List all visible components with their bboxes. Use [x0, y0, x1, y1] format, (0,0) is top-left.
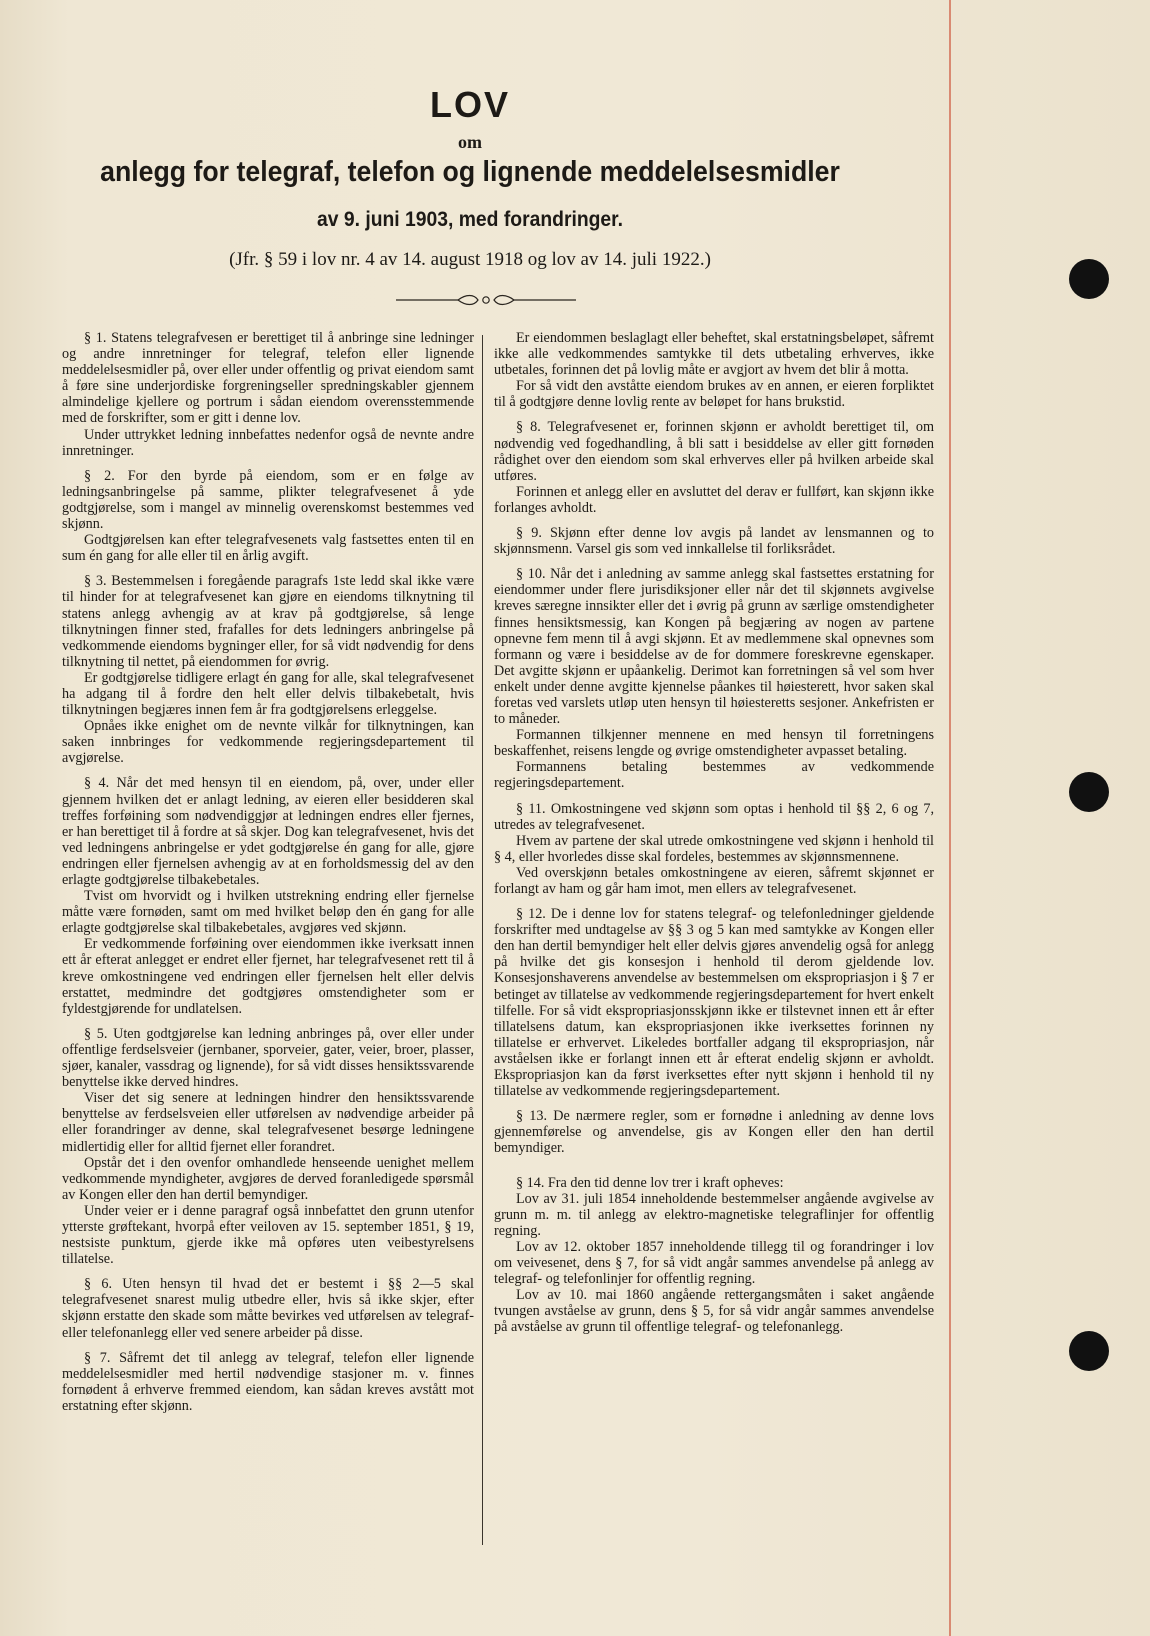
column-divider	[482, 335, 483, 1545]
paragraph: Under uttrykket ledning innbefattes nedenfor også de nevnte andre innretninger.	[62, 426, 474, 459]
paragraph: Lov av 12. oktober 1857 inneholdende tillegg til og forandringer i lov om veivesenet, dens § 7, for så vidt angår sammes anvendelse på anlegg av telegraf- og telefonlinjer for offentlig regning.	[494, 1238, 934, 1288]
section-paragraph: § 10. Når det i anledning av samme anlegg skal fastsettes erstatning for eiendommer under flere jurisdiksjoner eller når det til skjønnets avgivelse kreves særegne innsikter eller det i øvrig på grunn av særlige omstendigheter finnes hensiktsmessig, kan Kongen på begjæring av nogen av partene opnevne fem menn til å avgi skjønn. Et av medlemmene skal opnevnes som formann og være i besiddelse av de for dommere foreskrevne egenskaper. Det avgitte skjønn er upåankelig. Derimot kan forretningen så vel som hver enkelt under denne avgitte kjennelse påankes til høiesterett, hvor saken skal foretas ved varslets utløp uten hensyn til høiesteretts sesjoner. Ankefristen er to måneder.	[494, 566, 934, 728]
paragraph: Godtgjørelsen kan efter telegrafvesenets valg fastsettes enten til en sum én gang for alle eller til en årlig avgift.	[62, 532, 474, 565]
punch-hole	[1069, 1331, 1109, 1371]
punch-hole	[1069, 772, 1109, 812]
paragraph: Ved overskjønn betales omkostningene av eieren, såfremt skjønnet er forlangt av ham og går ham imot, men ellers av telegrafvesenet.	[494, 864, 934, 897]
section-paragraph: § 13. De nærmere regler, som er fornødne i anledning av denne lovs gjennemførelse og anvendelse, gis av Kongen eller den han dertil bemyndiger.	[494, 1108, 934, 1157]
section-paragraph: § 7. Såfremt det til anlegg av telegraf, telefon eller lignende meddelelsesmidler med hertil nødvendige stasjoner m. v. finnes fornødent å erhverve fremmed eiendom, kan sådan kreves avstått mot erstatning efter skjønn.	[62, 1349, 474, 1414]
title-main: anlegg for telegraf, telefon og lignende meddelelsesmidler	[100, 156, 840, 188]
section-paragraph: § 9. Skjønn efter denne lov avgis på landet av lensmannen og to skjønnsmenn. Varsel gis som ved innkallelse til forliksrådet.	[494, 525, 934, 558]
paragraph: Er vedkommende forføining over eiendommen ikke iverksatt innen ett år efterat anlegget er endret eller fjernet, har telegrafvesenet rett til å kreve omkostningene ved endringen eller fjernelsen helt eller delvis erstattet, medmindre det godtgjøres omstendigheter som er fyldestgjørende for undlatelsen.	[62, 936, 474, 1017]
section-paragraph: § 8. Telegrafvesenet er, forinnen skjønn er avholdt berettiget til, om nødvendig ved fogedhandling, å bli satt i besiddelse av eller gitt fornøden rådighet over den eiendom som skal erhverves eller på hvilken arbeide skal utføres.	[494, 419, 934, 484]
section-paragraph: § 4. Når det med hensyn til en eiendom, på, over, under eller gjennem hvilken det er anlagt ledning, av eieren eller besidderen skal treffes forføining som nødvendiggjør at ledningen endres eller fjernes, er han berettiget til å fordre at så skjer. Dog kan telegrafvesenet, hvis det ved ledningens anbringelse er ydet godtgjørelse én gang for alle, gjøre endringen eller fjernelsen avhengig av at en forholdsmessig del av den erlagte godtgjørelse tilbakebetales.	[62, 775, 474, 888]
right-column	[494, 330, 934, 1335]
punch-hole	[1069, 259, 1109, 299]
paragraph: For så vidt den avståtte eiendom brukes av en annen, er eieren forpliktet til å godtgjøre denne lovlig rente av beløpet for hans brukstid.	[494, 378, 934, 411]
section-paragraph: § 3. Bestemmelsen i foregående paragrafs 1ste ledd skal ikke være til hinder for at telegrafvesenet kan gjøre en eiendoms tilknytning til statens anlegg avhengig av at krav på godtgjørelse, så lenge tilknytningen finner sted, frafalles for dets ledningers anbringelse på vedkommende eiendoms bygninger eller, for så vidt nødvendig for dens tilknytning til nettet, på eiendommen for øvrig.	[62, 573, 474, 670]
title-reference: (Jfr. § 59 i lov nr. 4 av 14. august 1918 og lov av 14. juli 1922.)	[229, 249, 711, 270]
section-paragraph: § 6. Uten hensyn til hvad det er bestemt i §§ 2—5 skal telegrafvesenet snarest mulig utbedre eller, hvis så ikke skjer, efter skjønn erstatte den skade som måtte bevirkes ved utførelsen av telegraf- eller telefonanlegg eller ved senere arbeider på disse.	[62, 1276, 474, 1341]
paragraph: Er eiendommen beslaglagt eller beheftet, skal erstatningsbeløpet, såfremt ikke alle vedkommendes samtykke til dets utbetaling erhverves, ikke utbetales, forinnen det på lovlig måte er avgjort av hvem det blir å motta.	[494, 330, 934, 379]
paragraph: Tvist om hvorvidt og i hvilken utstrekning endring eller fjernelse måtte være fornøden, samt om med hvilket beløp den én gang for alle erlagte godtgjørelse skal tilbakebetales, avgjøres ved skjønn.	[62, 888, 474, 937]
section-paragraph: § 5. Uten godtgjørelse kan ledning anbringes på, over eller under offentlige ferdselsveier (jernbaner, sporveier, gater, veier, broer, plasser, sjøer, kanaler, vassdrag og lignende), for så vidt disses hensiktssvarende benyttelse ikke derved hindres.	[62, 1025, 474, 1091]
paragraph: Under veier er i denne paragraf også innbefattet den grunn utenfor ytterste grøftekant, hvorpå efter veiloven av 15. september 1851, § 19, nestsiste punktum, gjerde ikke må opføres uten veibestyrelsens tillatelse.	[62, 1202, 474, 1268]
title-om: om	[458, 132, 482, 152]
paragraph: Forinnen et anlegg eller en avsluttet del derav er fullført, kan skjønn ikke forlanges avholdt.	[494, 483, 934, 516]
title-date: av 9. juni 1903, med forandringer.	[316, 208, 624, 231]
paragraph: Viser det sig senere at ledningen hindrer den hensiktssvarende benyttelse av ferdselsveien eller utførelsen av nødvendige arbeider på eller forandringer av denne, skal telegrafvesenet besørge ledningene midlertidig eller for alltid fjernet eller forandret.	[62, 1090, 474, 1155]
paragraph: Formannens betaling bestemmes av vedkommende regjeringsdepartement.	[494, 759, 934, 792]
title-lov: LOV	[429, 84, 510, 125]
section-paragraph: § 1. Statens telegrafvesen er berettiget til å anbringe sine ledninger og andre innretninger for telegraf, telefon eller lignende meddelelsesmidler på, over eller under offentlig og privat eiendom samt å føre sine underjordiske forgreningseller spredningskabler gjennem almindelige kjellere og portrum i sådan eiendom overensstemmende med de forskrifter, som er gitt i denne lov.	[62, 330, 474, 427]
left-column	[62, 330, 474, 1414]
paragraph: Hvem av partene der skal utrede omkostningene ved skjønn i henhold til § 4, eller hvorledes disse skal fordeles, bestemmes av skjønnsmennene.	[494, 832, 934, 865]
margin-line	[949, 0, 951, 1636]
ornament-divider	[396, 292, 576, 308]
paragraph: Lov av 10. mai 1860 angående rettergangsmåten i saket angående tvungen avståelse av grunn, dens § 5, for så vidr angår sammes anvendelse på avståelse av grunn til offentlige telegraf- og telefonanlegg.	[494, 1287, 934, 1336]
paragraph: Er godtgjørelse tidligere erlagt én gang for alle, skal telegrafvesenet ha adgang til å fordre den helt eller delvis tilbakebetalt, hvis tilknytningen begjæres innen fem år fra godtgjørelsens erleggelse.	[62, 669, 474, 719]
paragraph: Formannen tilkjenner mennene en med hensyn til forretningens beskaffenhet, reisens lengde og øvrige omstendigheter avpasset betaling.	[494, 727, 934, 760]
section-paragraph: § 12. De i denne lov for statens telegraf- og telefonledninger gjeldende forskrifter med undtagelse av §§ 3 og 5 kan med samtykke av Kongen eller den han dertil bemyndiger helt eller delvis gjøres anvendelig også for anlegg på hvilke det gis konsesjon i henhold til derom gjeldende lov. Konsesjonshaverens anvendelse av bestemmelsen om ekspropriasjon i § 7 er betinget av tillatelse av vedkommende regjeringsdepartement for hvert enkelt tilfelle. For så vidt ekspropriasjonsskjønn ikke er tilstevnet innen ett år efter tillatelsens datum, kan ekspropriasjonen ikke iverksettes forinnen ny tillatelse er erhvervet. Likeledes bortfaller adgang til ekspropriasjon, når avståelsen ikke er forlangt innen ett år efterat endelig skjønn er avholdt. Ekspropriasjon kan da først iverksettes efter nytt skjønn i henhold til ny tillatelse av vedkommende regjeringsdepartement.	[494, 906, 934, 1100]
paragraph: Lov av 31. juli 1854 inneholdende bestemmelser angående avgivelse av grunn m. m. til anlegg av elektro-magnetiske telegraflinjer for offentlig regning.	[494, 1190, 934, 1239]
section-paragraph: § 2. For den byrde på eiendom, som er en følge av ledningsanbringelse på samme, plikter telegrafvesenet å yde godtgjørelse, som i mangel av minnelig overenskomst bestemmes ved skjønn.	[62, 467, 474, 533]
section-paragraph: § 11. Omkostningene ved skjønn som optas i henhold til §§ 2, 6 og 7, utredes av telegrafvesenet.	[494, 800, 934, 833]
section-paragraph: § 14. Fra den tid denne lov trer i kraft opheves:	[516, 1174, 784, 1191]
paragraph: Opstår det i den ovenfor omhandlede henseende uenighet mellem vedkommende myndigheter, avgjøres de derved foranledigede spørsmål av Kongen eller den han dertil bemyndiger.	[62, 1154, 474, 1203]
paragraph: Opnåes ikke enighet om de nevnte vilkår for tilknytningen, kan saken innbringes for vedkommende regjeringsdepartement til avgjørelse.	[62, 718, 474, 767]
